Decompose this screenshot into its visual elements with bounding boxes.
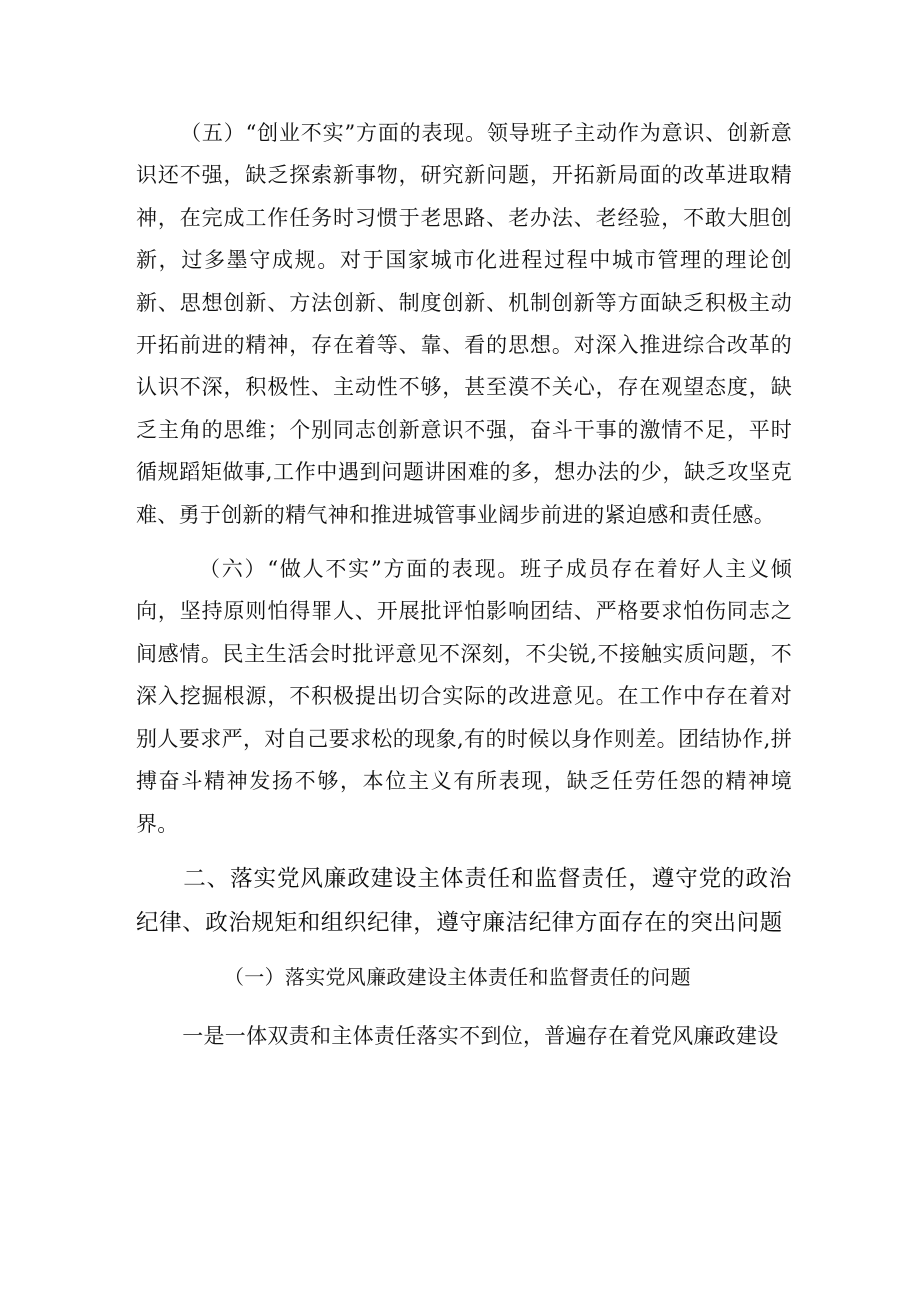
paragraph-responsibility: 一是一体双责和主体责任落实不到位，普遍存在着党风廉政建设 xyxy=(182,1023,779,1048)
section-heading-two: 二、落实党风廉政建设主体责任和监督责任，遵守党的政治纪律、政治规矩和组织纪律，遵守廉洁纪律方面存在的突出问题 xyxy=(136,865,792,936)
paragraph-six-conduct: （六）“做人不实”方面的表现。班子成员存在着好人主义倾向，坚持原则怕得罪人、开展批评怕影响团结、严格要求怕伤同志之间感情。民主生活会时批评意见不深刻，不尖锐,不接触实质问题，不深入挖掘根源，不积极提出切合实际的改进意见。在工作中存在着对别人要求严，对自己要求松的现象,有的时候以身作则差。团结协作,拼搏奋斗精神发扬不够，本位主义有所表现，缺乏任劳任怨的精神境界。 xyxy=(136,557,792,836)
document-body xyxy=(136,112,792,1057)
subsection-heading-one: （一）落实党风廉政建设主体责任和监督责任的问题 xyxy=(224,964,691,989)
paragraph-five-entrepreneurship: （五）“创业不实”方面的表现。领导班子主动作为意识、创新意识还不强，缺乏探索新事物，研究新问题，开拓新局面的改革进取精神，在完成工作任务时习惯于老思路、老办法、老经验，不敢大胆创新，过多墨守成规。对于国家城市化进程过程中城市管理的理论创新、思想创新、方法创新、制度创新、机制创新等方面缺乏积极主动开拓前进的精神，存在着等、靠、看的思想。对深入推进综合改革的认识不深，积极性、主动性不够，甚至漠不关心，存在观望态度，缺乏主角的思维；个别同志创新意识不强，奋斗干事的激情不足，平时循规蹈矩做事,工作中遇到问题讲困难的多，想办法的少，缺乏攻坚克难、勇于创新的精气神和推进城管事业阔步前进的紧迫感和责任感。 xyxy=(136,121,792,527)
